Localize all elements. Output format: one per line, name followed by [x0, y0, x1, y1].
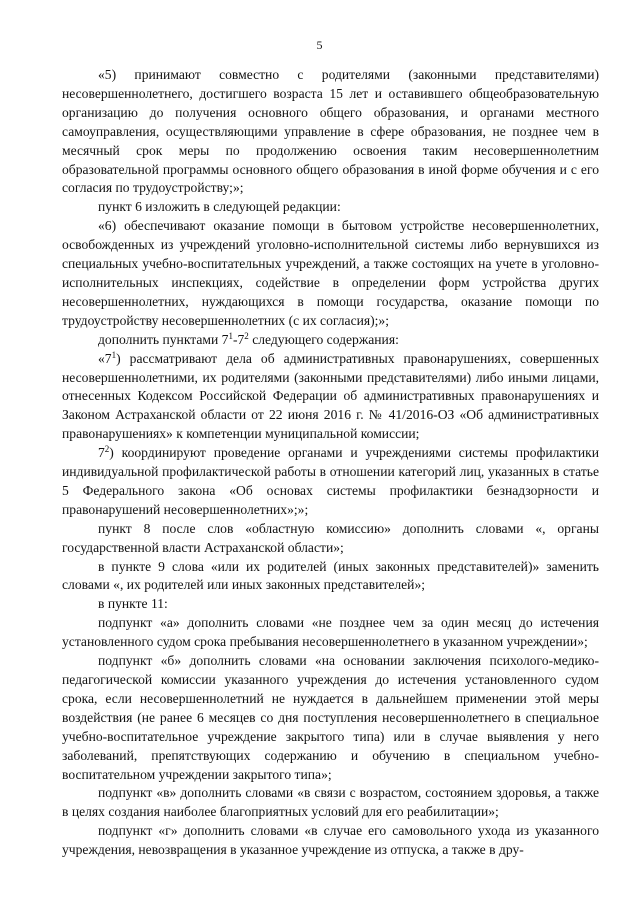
paragraph-item-6-intro: пункт 6 изложить в следующей редакции:: [98, 199, 341, 215]
superscript: 1: [111, 349, 117, 360]
paragraph-item-5: «5) принимают совместно с родителями (законными представителями) несовершеннолетнего, достигшего возраста 15 лет и оставившего общеобразовательную организацию до получения основного общего образования, и органами местного самоуправления, осуществляющими управление в сфере образования, не позднее чем в месячный срок меры по продолжению освоения таким несовершеннолетним образовательной программы основного общего образования в иной форме обучения и с его согласия по трудоустройству;»;: [62, 67, 599, 196]
text-fragment: -7: [232, 331, 245, 347]
superscript: 2: [104, 444, 110, 455]
superscript: 2: [244, 330, 249, 341]
paragraph-item-6: «6) обеспечивают оказание помощи в бытовом устройстве несовершеннолетних, освобожденных из учреждений уголовно-исполнительной системы либо вернувшихся из специальных учебно-воспитательных учреждений, а также состоящих на учете в уголовно-исполнительных инспекциях, содействие в определении форм устройства других несовершеннолетних, нуждающихся в помощи государства, оказание помощи по трудоустройству несовершеннолетних (с их согласия);»;: [62, 218, 599, 328]
paragraph-item-11-intro: в пункте 11:: [98, 596, 168, 612]
text-fragment: следующего содержания:: [248, 331, 399, 347]
paragraph-subitem-v: подпункт «в» дополнить словами «в связи с возрастом, состоянием здоровья, а также в целях создания наиболее благоприятных условий для его реабилитации»;: [62, 785, 599, 820]
paragraph-subitem-a: подпункт «а» дополнить словами «не позднее чем за один месяц до истечения установленного судом срока пребывания несовершеннолетнего в указанном учреждении»;: [62, 615, 599, 650]
text-fragment: 7: [98, 445, 105, 461]
paragraph-item-7-2: [62, 444, 599, 520]
paragraph-subitem-g: подпункт «г» дополнить словами «в случае его самовольного ухода из указанного учреждения, невозвращения в указанное учреждение из отпуска, а также в дру-: [62, 823, 599, 858]
text-fragment: ) координируют проведение органами и учреждениями системы профилактики индивидуальной профилактической работы в отношении категорий лиц, указанных в статье 5 Федерального закона «Об основах системы профилактики безнадзорности и правонарушений несовершеннолетних»;»;: [62, 445, 599, 517]
superscript: 1: [228, 330, 233, 341]
paragraph-item-7-1: [62, 350, 599, 445]
paragraph-subitem-b: подпункт «б» дополнить словами «на основании заключения психолого-медико-педагогической комиссии указанного учреждения до истечения установленного судом срока, если несовершеннолетний не нуждается в дальнейшем применении этой меры воздействия (не ранее 6 месяцев со дня поступления несовершеннолетнего в специальное учебно-воспитательное учреждение закрытого типа) или в случае выявления у него заболеваний, препятствующих содержанию и обучению в специальном учебно-воспитательном учреждении закрытого типа»;: [62, 653, 599, 782]
page-number: 5: [316, 38, 323, 52]
text-fragment: дополнить пунктами 7: [98, 331, 229, 347]
paragraph-add-items-7: [62, 331, 599, 350]
text-fragment: ) рассматривают дела об административных правонарушениях, совершенных несовершеннолетними, их родителями (законными представителями) либо иными лицами, отнесенных Кодексом Российской Федерации об административных правонарушениях и Законом Астраханской области от 22 июня 2016 г. № 41/2016-ОЗ «Об административных правонарушениях» к компетенции муниципальной комиссии;: [62, 350, 599, 442]
paragraph-item-8: пункт 8 после слов «областную комиссию» дополнить словами «, органы государственной власти Астраханской области»;: [62, 520, 599, 555]
paragraph-item-9: в пункте 9 слова «или их родителей (иных законных представителей)» заменить словами «, их родителей или иных законных представителей»;: [62, 558, 599, 593]
document-body: [62, 66, 599, 860]
text-fragment: «7: [98, 350, 112, 366]
